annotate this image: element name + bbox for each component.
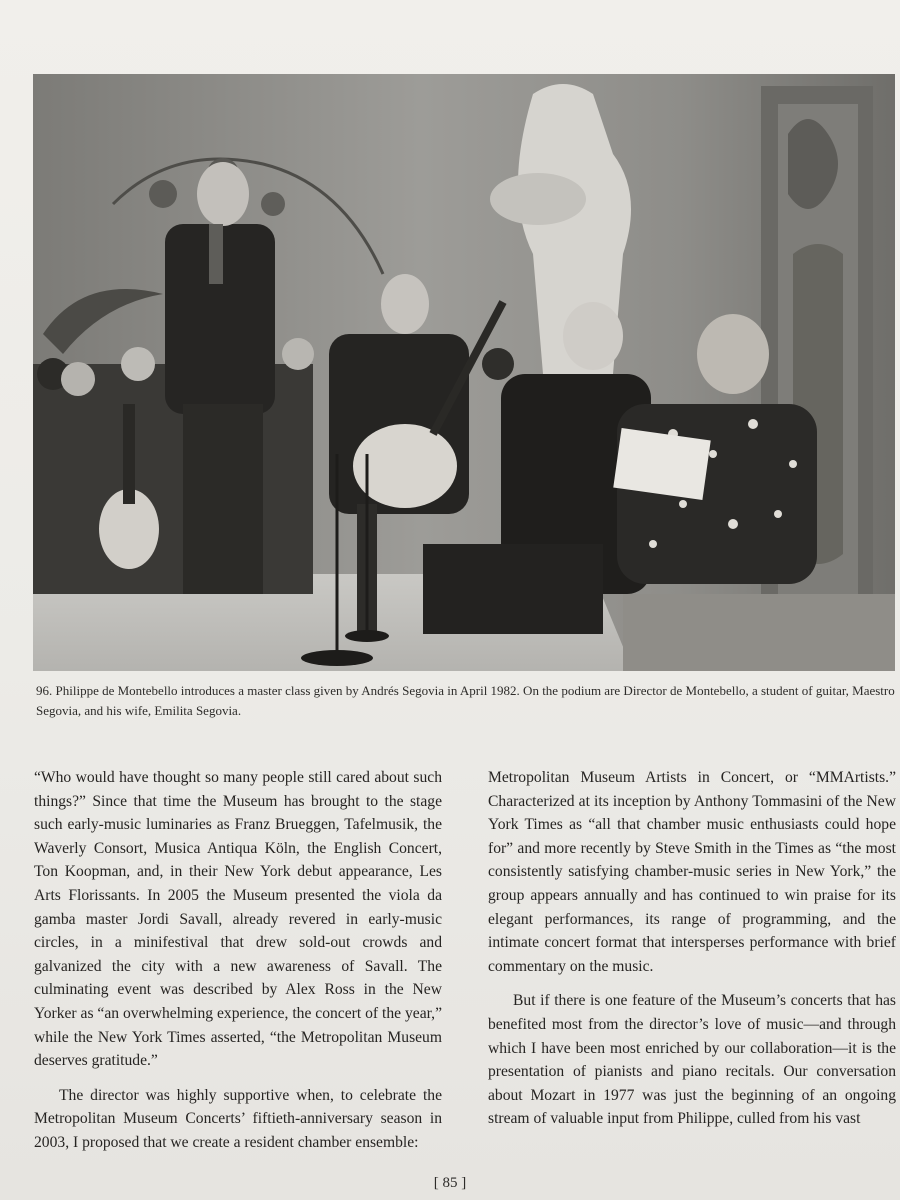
paragraph: Metropolitan Museum Artists in Concert, or “MMArtists.” Characterized at its inception by Anthony Tommasini of the New York Times as “all that chamber music enthusiasts could hope for” and more recently by Steve Smith in the Times as “the most consistently satisfying chamber-music series in New York,” the group appears annually and has continued to win praise for its elegant performances, its range of programming, and the intimate concert format that intersperses performance with brief commentary on the music. <box>488 769 896 975</box>
paragraph: But if there is one feature of the Museum’s concerts that has benefited most from the director’s love of music—and through which I have been most enriched by our collaboration—it is the presentation of pianists and piano recitals. Our conversation about Mozart in 1977 was just the beginning of an ongoing stream of valuable input from Philippe, culled from his vast <box>488 992 896 1128</box>
paragraph: “Who would have thought so many people still cared about such things?” Since that time the Museum has brought to the stage such early-music luminaries as Franz Brueggen, Tafelmusik, the Waverly Consort, Musica Antiqua Köln, the English Concert, Ton Koopman, and, in their New York debut appearance, Les Arts Florissants. In 2005 the Museum presented the viola da gamba master Jordi Savall, already revered in early-music circles, in a minifestival that drew sold-out crowds and galvanized the city with a new awareness of Savall. The culminating event was described by Alex Ross in the New Yorker as “an overwhelming experience, the concert of the year,” while the New York Times asserted, “the Metropolitan Museum deserves gratitude.” <box>34 769 442 1070</box>
concert-photograph <box>33 74 895 671</box>
body-column-right <box>488 766 896 1131</box>
page-number: [ 85 ] <box>433 1175 467 1191</box>
body-column-left <box>34 766 442 1155</box>
paragraph: The director was highly supportive when, to celebrate the Metropolitan Museum Concerts’ fiftieth-anniversary season in 2003, I proposed that we create a resident chamber ensemble: <box>34 1086 442 1151</box>
photo-caption: 96. Philippe de Montebello introduces a master class given by Andrés Segovia in April 1982. On the podium are Director de Montebello, a student of guitar, Maestro Segovia, and his wife, Emilita Segovia. <box>36 683 895 718</box>
photograph-drawing <box>33 74 895 671</box>
